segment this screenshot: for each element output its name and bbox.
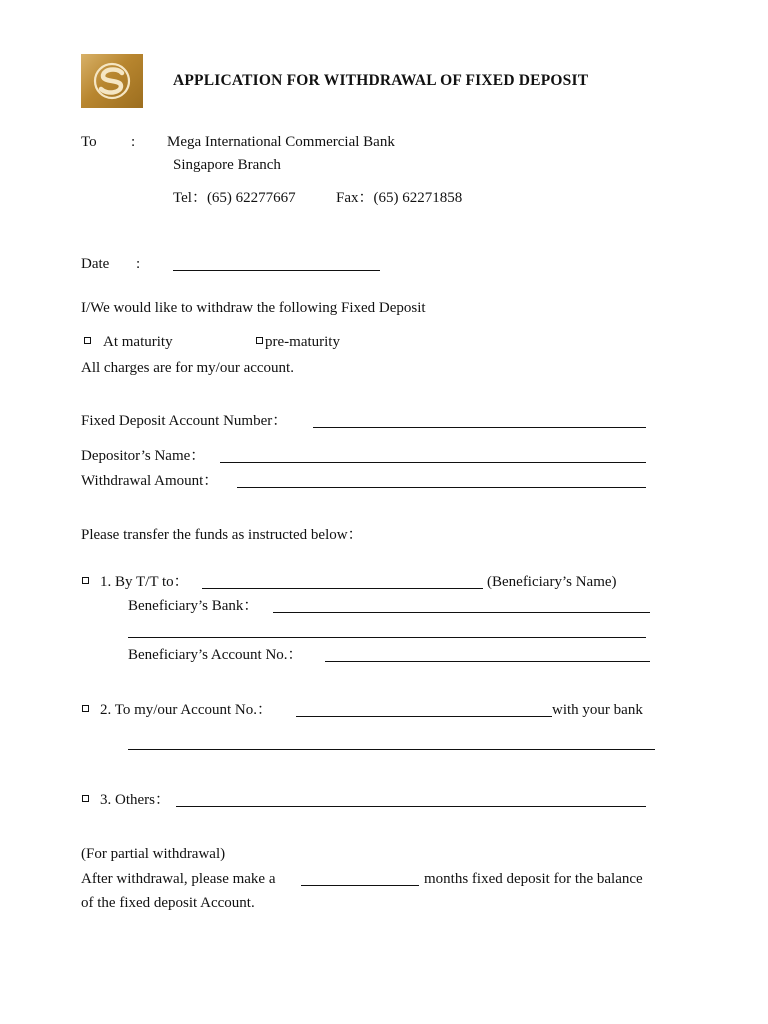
after-withdrawal-prefix: After withdrawal, please make a [81, 871, 276, 887]
withdrawal-amount-label: Withdrawal Amount： [81, 473, 219, 489]
own-account-suffix: with your bank [552, 702, 643, 718]
depositor-name-blank-line[interactable] [220, 462, 646, 463]
beneficiary-account-line[interactable] [325, 661, 650, 662]
charges-note: All charges are for my/our account. [81, 360, 294, 376]
withdrawal-amount-blank-line[interactable] [237, 487, 646, 488]
beneficiary-account-label: Beneficiary’s Account No.： [128, 647, 303, 663]
others-label: 3. Others： [100, 792, 170, 808]
withdraw-intro: I/We would like to withdraw the following Fixed Deposit [81, 300, 426, 316]
date-blank-line[interactable] [173, 270, 380, 271]
bank-logo-icon [81, 54, 143, 108]
tt-label: 1. By T/T to： [100, 574, 189, 590]
others-checkbox[interactable] [82, 795, 89, 802]
branch-name: Singapore Branch [173, 157, 281, 173]
others-line[interactable] [176, 806, 646, 807]
own-account-label: 2. To my/our Account No.： [100, 702, 272, 718]
bank-name: Mega International Commercial Bank [167, 134, 395, 150]
months-blank-line[interactable] [301, 885, 419, 886]
partial-note: (For partial withdrawal) [81, 846, 226, 862]
at-maturity-checkbox[interactable] [84, 337, 91, 344]
date-colon: : [136, 256, 141, 272]
depositor-name-label: Depositor’s Name： [81, 448, 206, 464]
tt-beneficiary-suffix: (Beneficiary’s Name) [487, 574, 617, 590]
account-number-blank-line[interactable] [313, 427, 646, 428]
tt-checkbox[interactable] [82, 577, 89, 584]
beneficiary-bank-line[interactable] [273, 612, 650, 613]
tt-beneficiary-name-line[interactable] [202, 588, 483, 589]
pre-maturity-checkbox[interactable] [256, 337, 263, 344]
page-title: APPLICATION FOR WITHDRAWAL OF FIXED DEPOSIT [173, 72, 589, 89]
beneficiary-bank-line-2[interactable] [128, 637, 646, 638]
to-colon: : [131, 134, 136, 150]
date-label: Date [81, 256, 110, 272]
pre-maturity-label: pre-maturity [265, 334, 340, 350]
after-withdrawal-suffix: months fixed deposit for the balance [424, 871, 643, 887]
own-account-line[interactable] [296, 716, 552, 717]
at-maturity-label: At maturity [103, 334, 173, 350]
beneficiary-bank-label: Beneficiary’s Bank： [128, 598, 259, 614]
after-withdrawal-line2: of the fixed deposit Account. [81, 895, 255, 911]
own-account-checkbox[interactable] [82, 705, 89, 712]
own-account-line-2[interactable] [128, 749, 655, 750]
account-number-label: Fixed Deposit Account Number： [81, 413, 288, 429]
transfer-intro: Please transfer the funds as instructed below： [81, 527, 363, 543]
tel-number: Tel：(65) 62277667 [173, 190, 296, 206]
fax-number: Fax：(65) 62271858 [336, 190, 463, 206]
bank-logo [81, 54, 143, 108]
to-label: To [81, 134, 97, 150]
